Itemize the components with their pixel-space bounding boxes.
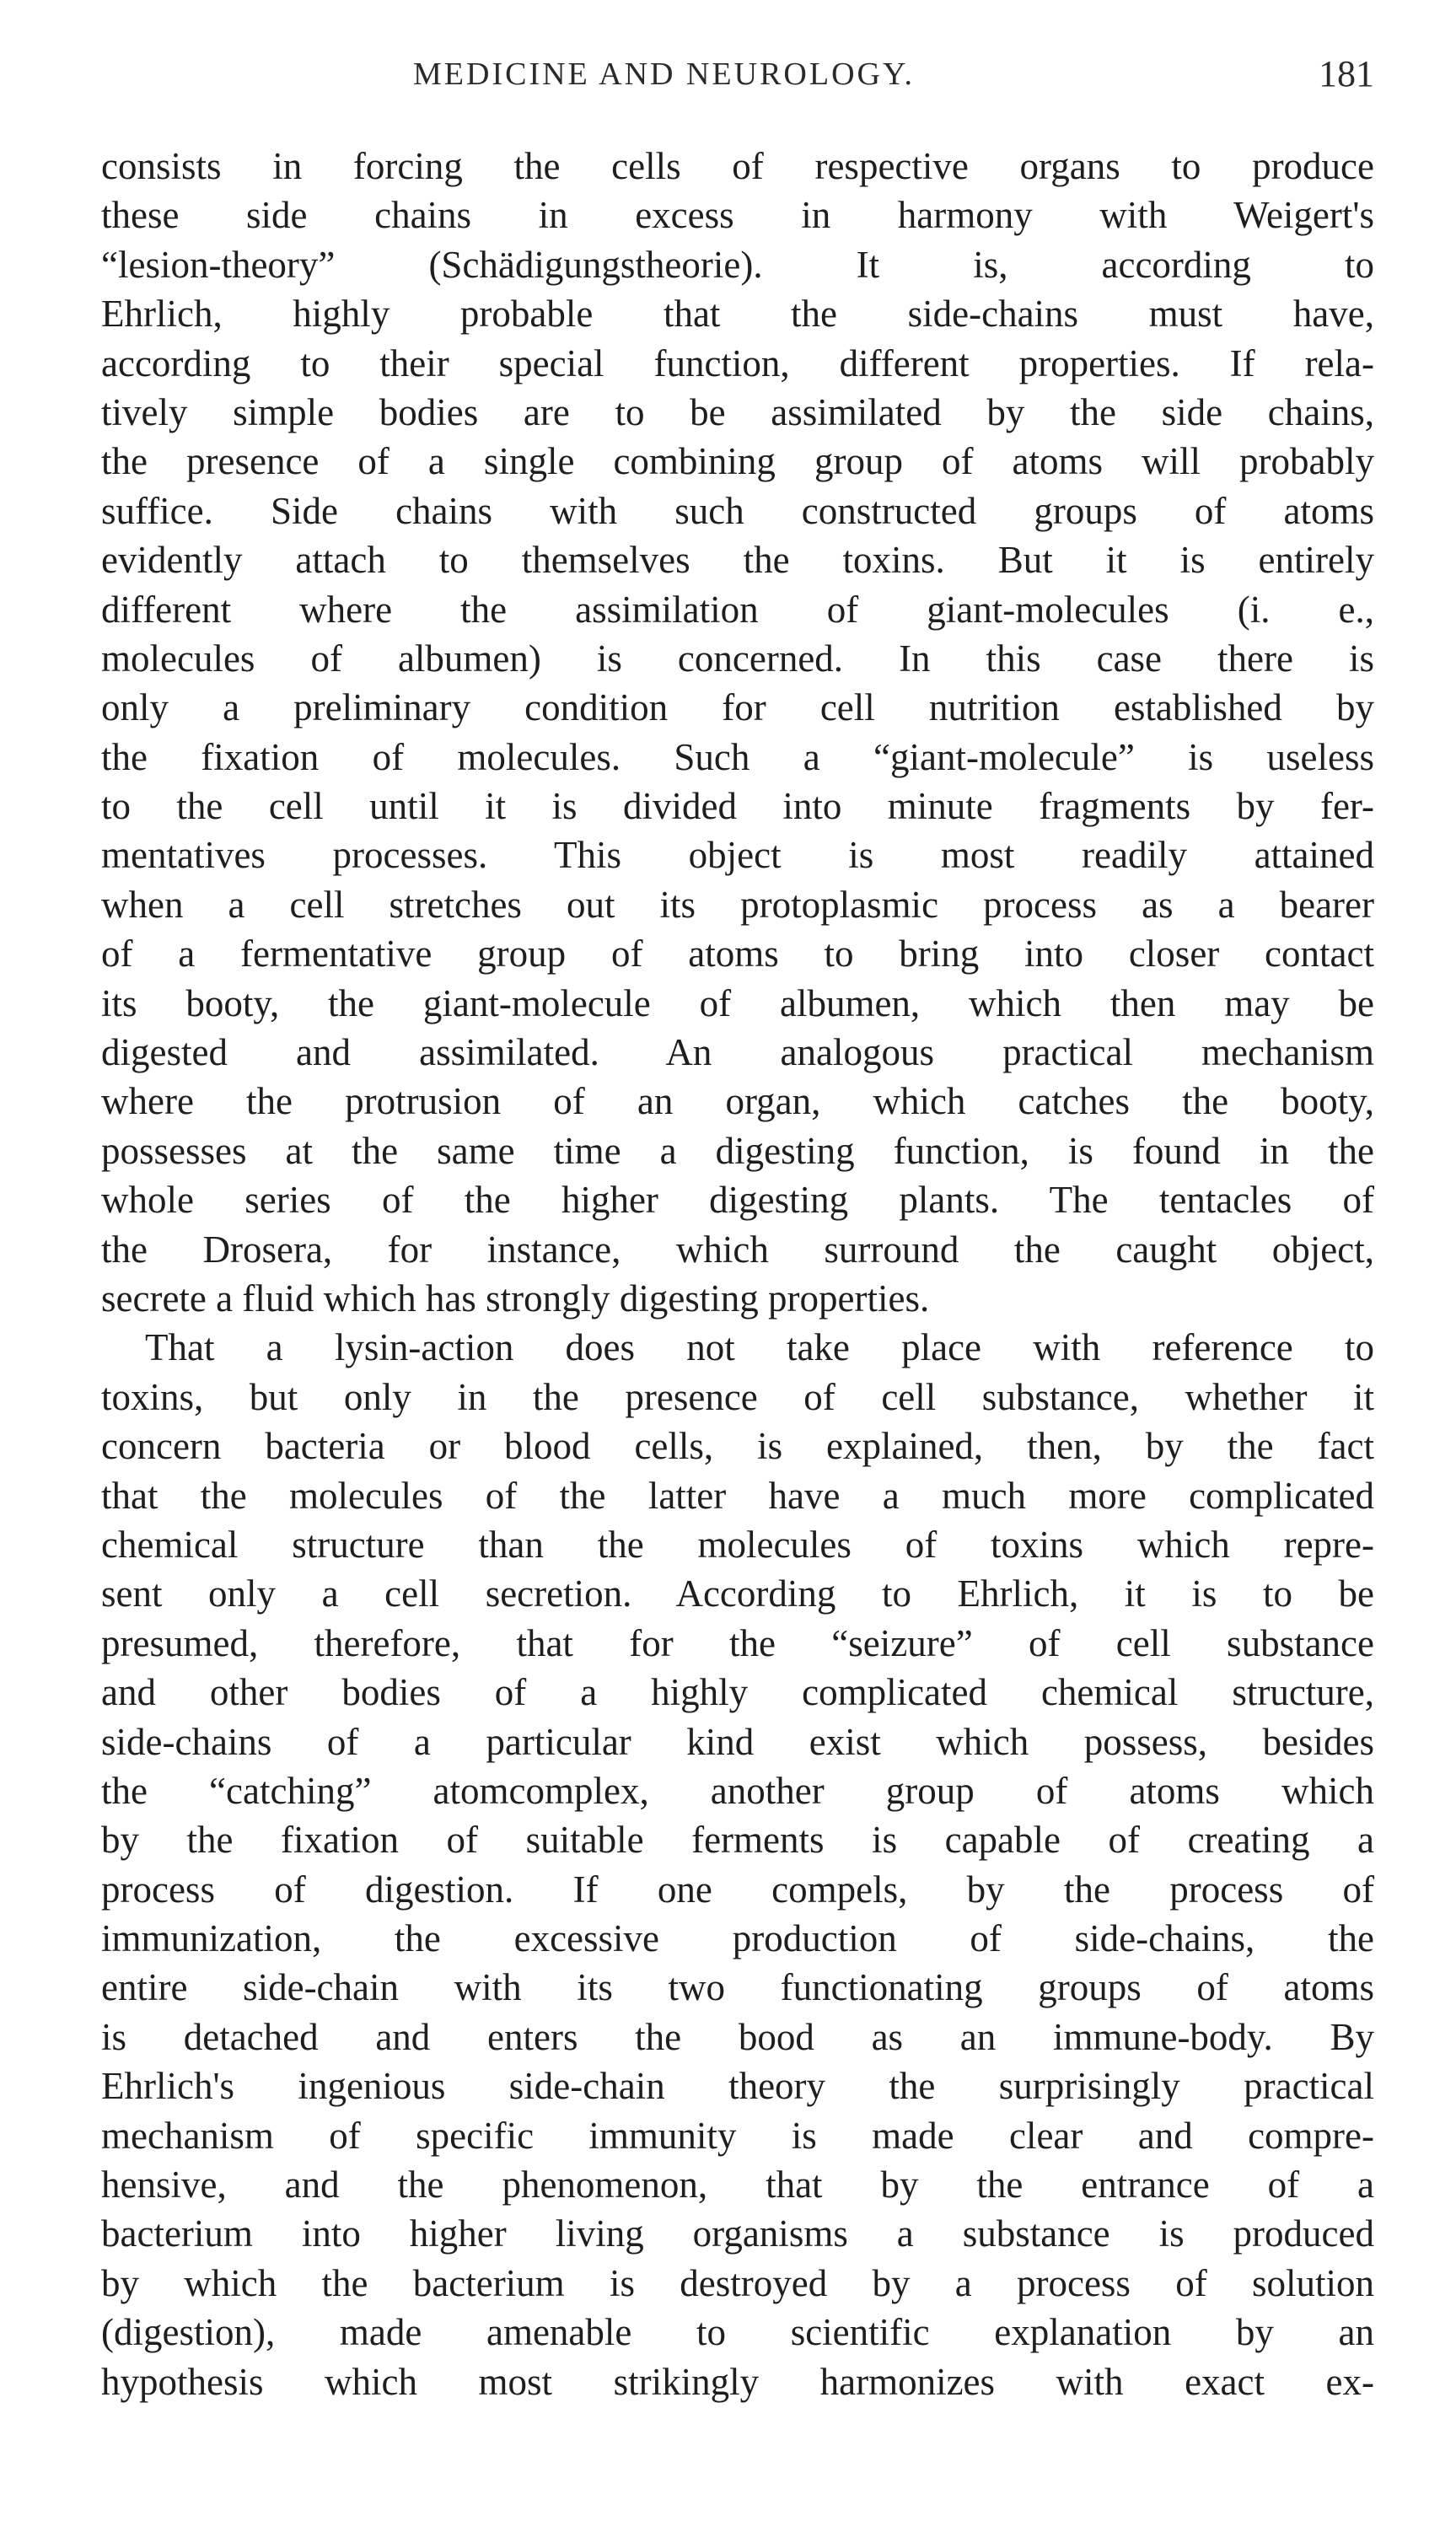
text-line: its booty, the giant-molecule of albumen, which then may be <box>101 981 1374 1024</box>
text-line: these side chains in excess in harmony with Weigert's <box>101 194 1374 237</box>
text-line: digested and assimilated. An analogous practical mechanism <box>101 1031 1374 1074</box>
paragraph-2 <box>101 1323 1374 2406</box>
running-title: MEDICINE AND NEUROLOGY. <box>413 56 916 92</box>
text-line: that the molecules of the latter have a much more complicated <box>101 1474 1374 1517</box>
text-line: (digestion), made amenable to scientific explanation by an <box>101 2311 1374 2354</box>
text-line: tively simple bodies are to be assimilated by the side chains, <box>101 390 1374 433</box>
text-line: side-chains of a particular kind exist which possess, besides <box>101 1720 1374 1763</box>
text-line: evidently attach to themselves the toxins. But it is entirely <box>101 539 1374 582</box>
text-line: to the cell until it is divided into minute fragments by fer- <box>101 785 1374 828</box>
text-line: and other bodies of a highly complicated chemical structure, <box>101 1671 1374 1714</box>
text-line: possesses at the same time a digesting function, is found in the <box>101 1129 1374 1172</box>
text-line: suffice. Side chains with such constructed groups of atoms <box>101 489 1374 532</box>
text-line: is detached and enters the bood as an immune-body. By <box>101 2015 1374 2058</box>
text-line: the “catching” atomcomplex, another group of atoms which <box>101 1769 1374 1812</box>
paragraph-1 <box>101 142 1374 1323</box>
text-line: sent only a cell secretion. According to Ehrlich, it is to be <box>101 1572 1374 1615</box>
running-head <box>101 53 1374 106</box>
text-line: the Drosera, for instance, which surround the caught object, <box>101 1228 1374 1271</box>
text-line: toxins, but only in the presence of cell substance, whether it <box>101 1375 1374 1418</box>
text-line: hypothesis which most strikingly harmonizes with exact ex- <box>101 2360 1374 2403</box>
text-line: concern bacteria or blood cells, is explained, then, by the fact <box>101 1425 1374 1468</box>
text-line: bacterium into higher living organisms a substance is produced <box>101 2212 1374 2255</box>
text-line: presumed, therefore, that for the “seizure” of cell substance <box>101 1621 1374 1664</box>
text-line: hensive, and the phenomenon, that by the entrance of a <box>101 2164 1374 2207</box>
text-line: “lesion-theory” (Schädigungstheorie). It is, according to <box>101 243 1374 286</box>
text-line: secrete a fluid which has strongly digesting properties. <box>101 1277 930 1320</box>
text-line: the presence of a single combining group of atoms will probably <box>101 440 1374 483</box>
body-text <box>101 142 1374 2406</box>
text-line: immunization, the excessive production of side-chains, the <box>101 1917 1374 1960</box>
text-line: process of digestion. If one compels, by the process of <box>101 1868 1374 1911</box>
text-line: according to their special function, different properties. If rela- <box>101 341 1374 384</box>
text-line: whole series of the higher digesting plants. The tentacles of <box>101 1179 1374 1222</box>
text-line: by the fixation of suitable ferments is capable of creating a <box>101 1819 1374 1862</box>
text-line: when a cell stretches out its protoplasmic process as a bearer <box>101 883 1374 926</box>
text-line: mechanism of specific immunity is made clear and compre- <box>101 2114 1374 2157</box>
page-number: 181 <box>1319 53 1374 94</box>
text-line: That a lysin-action does not take place with reference to <box>145 1326 1374 1369</box>
text-line: by which the bacterium is destroyed by a process of solution <box>101 2261 1374 2304</box>
text-line: chemical structure than the molecules of toxins which repre- <box>101 1523 1374 1566</box>
text-line: of a fermentative group of atoms to bring into closer contact <box>101 933 1374 976</box>
text-line: where the protrusion of an organ, which catches the booty, <box>101 1080 1374 1123</box>
text-line: entire side-chain with its two functionating groups of atoms <box>101 1966 1374 2009</box>
text-line: mentatives processes. This object is most readily attained <box>101 834 1374 877</box>
text-line: consists in forcing the cells of respective organs to produce <box>101 145 1374 187</box>
text-line: molecules of albumen) is concerned. In this case there is <box>101 637 1374 680</box>
text-line: Ehrlich, highly probable that the side-chains must have, <box>101 293 1374 336</box>
text-line: only a preliminary condition for cell nutrition established by <box>101 686 1374 729</box>
text-line: the fixation of molecules. Such a “giant-molecule” is useless <box>101 735 1374 778</box>
text-line: different where the assimilation of giant-molecules (i. e., <box>101 588 1374 631</box>
text-line: Ehrlich's ingenious side-chain theory the surprisingly practical <box>101 2065 1374 2108</box>
